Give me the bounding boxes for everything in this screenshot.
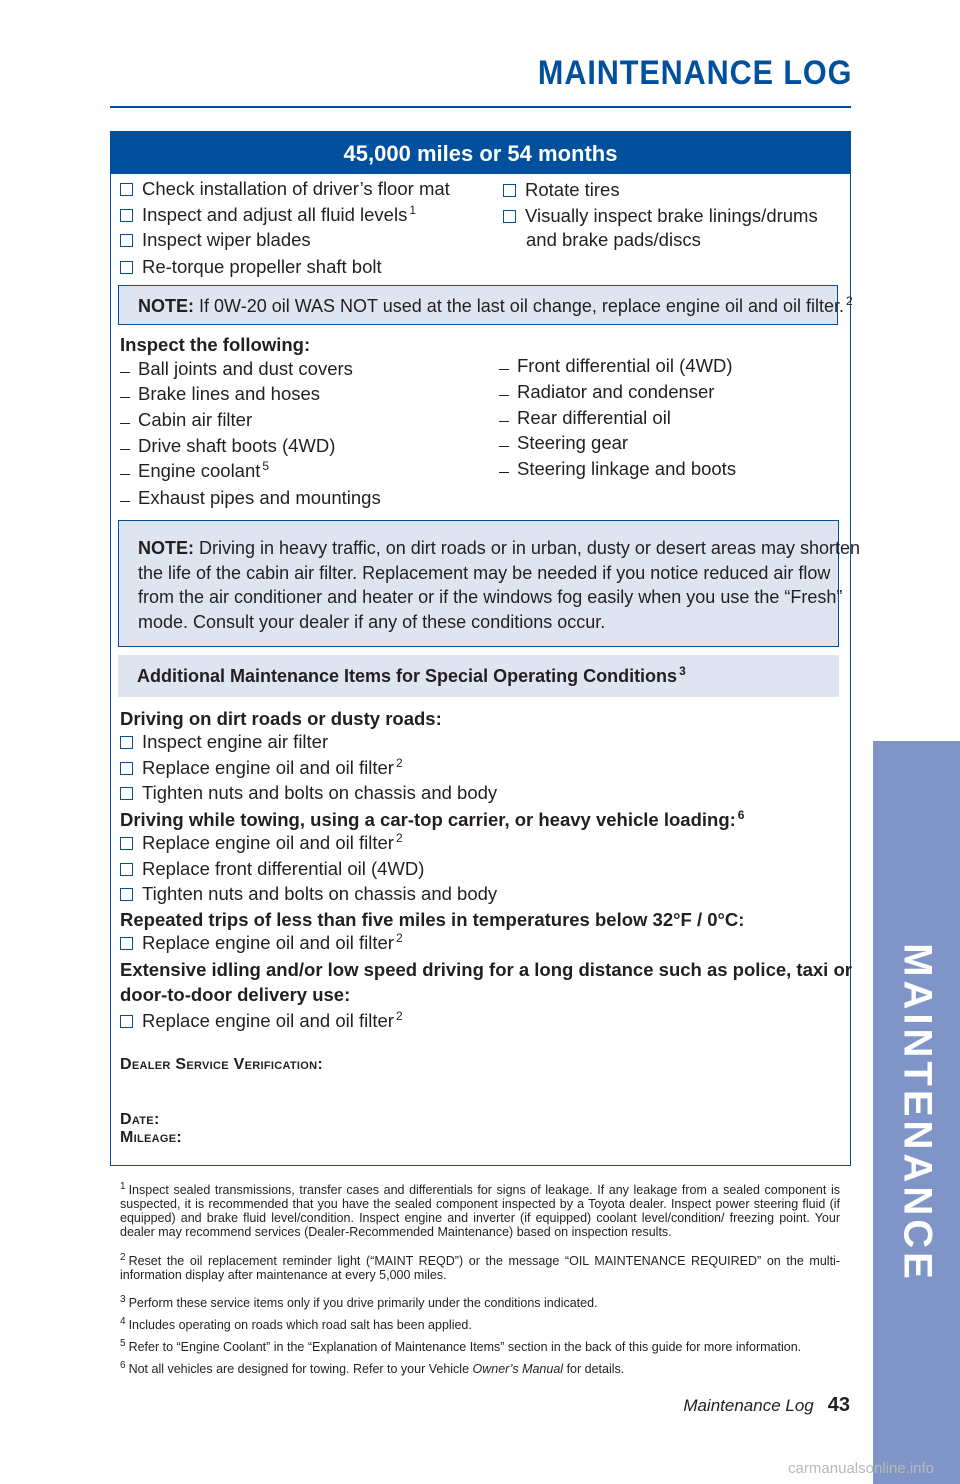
checklist-item[interactable]: Re-torque propeller shaft bolt — [120, 256, 382, 278]
footnote: $^5$ Refer to “Engine Coolant” in the “Explanation of Maintenance Items” section in the back of this guide for more information. — [120, 1338, 802, 1354]
checklist-item[interactable]: Check installation of driver’s floor mat — [120, 178, 450, 200]
checkbox[interactable] — [120, 888, 133, 901]
condition-heading: Repeated trips of less than five miles in temperatures below 32°F / 0°C: — [120, 909, 745, 930]
note-driving: NOTE: Driving in heavy traffic, on dirt roads or in urban, dusty or desert areas may shorten the life of the cabin air filter. Replacement may be needed if you notice reduced air flow from the air conditioner and heater or if the windows fog easily when you use the “Fresh” mode. Consult your dealer if any of these conditions occur. — [138, 538, 860, 632]
checkbox[interactable] — [120, 787, 133, 800]
condition-item[interactable]: Replace front differential oil (4WD) — [120, 858, 424, 880]
checkbox[interactable] — [120, 183, 133, 196]
inspect-item: Radiator and condenser — [499, 381, 714, 403]
title-rule — [110, 106, 851, 108]
checkbox[interactable] — [120, 234, 133, 247]
inspect-item: Rear differential oil — [499, 407, 671, 429]
condition-heading: Driving while towing, using a car-top carrier, or heavy vehicle loading: $^6$ — [120, 808, 745, 830]
footnote: $^4$ Includes operating on roads which road salt has been applied. — [120, 1316, 472, 1332]
inspect-item: Steering linkage and boots — [499, 458, 736, 480]
inspect-item: Ball joints and dust covers — [120, 358, 353, 380]
footnote: $^2$ Reset the oil replacement reminder light (“MAINT REQD”) or the message “OIL MAINTENANCE REQUIRED” on the multi-information display after maintenance at every 5,000 miles. — [120, 1252, 840, 1282]
interval-heading: 45,000 miles or 54 months — [111, 132, 850, 174]
condition-item[interactable]: Replace engine oil and oil filter $^2$ — [120, 757, 403, 779]
condition-heading-continued: door-to-door delivery use: — [120, 984, 351, 1005]
inspect-item: Steering gear — [499, 432, 628, 454]
checkbox[interactable] — [120, 736, 133, 749]
footer-section: Maintenance Log — [683, 1396, 814, 1415]
checkbox[interactable] — [120, 1015, 133, 1028]
footnote: $^3$ Perform these service items only if you drive primarily under the conditions indicated. — [120, 1294, 598, 1310]
inspect-item: Exhaust pipes and mountings — [120, 487, 381, 509]
checkbox[interactable] — [503, 210, 516, 223]
condition-item[interactable]: Inspect engine air filter — [120, 731, 328, 753]
inspect-item: Drive shaft boots (4WD) — [120, 435, 335, 457]
note-oil: NOTE: If 0W-20 oil WAS NOT used at the last oil change, replace engine oil and oil filter. $^2$ — [138, 294, 853, 316]
checklist-item[interactable]: Rotate tires — [503, 179, 620, 201]
condition-item[interactable]: Tighten nuts and bolts on chassis and body — [120, 883, 497, 905]
checkbox[interactable] — [120, 837, 133, 850]
page-number: 43 — [827, 1394, 850, 1416]
special-conditions-heading: Additional Maintenance Items for Special Operating Conditions $^3$ — [137, 664, 686, 686]
checklist-item[interactable]: Visually inspect brake linings/drums — [503, 205, 818, 227]
watermark: carmanualsonline.info — [788, 1460, 934, 1477]
inspect-item: Engine coolant $^5$ — [120, 460, 269, 482]
page-title: MAINTENANCE LOG — [537, 54, 852, 92]
condition-item[interactable]: Replace engine oil and oil filter $^2$ — [120, 1010, 403, 1032]
footnote: $^6$ Not all vehicles are designed for towing. Refer to your Vehicle Owner’s Manual for details. — [120, 1360, 625, 1376]
checklist-item[interactable]: Inspect wiper blades — [120, 229, 311, 251]
mileage-label: Mileage: — [120, 1129, 183, 1146]
condition-heading: Driving on dirt roads or dusty roads: — [120, 708, 442, 729]
checklist-item[interactable]: Inspect and adjust all fluid levels $^1$ — [120, 204, 416, 226]
condition-item[interactable]: Tighten nuts and bolts on chassis and body — [120, 782, 497, 804]
checkbox[interactable] — [120, 762, 133, 775]
inspect-heading: Inspect the following: — [120, 334, 311, 355]
condition-item[interactable]: Replace engine oil and oil filter $^2$ — [120, 932, 403, 954]
inspect-item: Front differential oil (4WD) — [499, 355, 733, 377]
page-footer — [683, 1394, 850, 1417]
checkbox[interactable] — [120, 261, 133, 274]
checkbox[interactable] — [503, 184, 516, 197]
inspect-item: Brake lines and hoses — [120, 383, 320, 405]
footnote: $^1$ Inspect sealed transmissions, transfer cases and differentials for signs of leakage. If any leakage from a sealed component is suspected, it is recommended that you have the sealed component inspected by a Toyota dealer. Inspect power steering fluid (if equipped) and brake fluid level/condition. Inspect engine and inverter (if equipped) coolant level/condition/ freezing point. Your dealer may recommend services (Dealer-Recommended Maintenance) based on inspection results. — [120, 1181, 840, 1239]
checklist-item-continued: and brake pads/discs — [526, 229, 701, 250]
inspect-item: Cabin air filter — [120, 409, 252, 431]
checkbox[interactable] — [120, 209, 133, 222]
checkbox[interactable] — [120, 937, 133, 950]
section-side-tab-label: MAINTENANCE — [895, 943, 939, 1283]
condition-item[interactable]: Replace engine oil and oil filter $^2$ — [120, 832, 403, 854]
condition-heading: Extensive idling and/or low speed driving for a long distance such as police, taxi or — [120, 959, 852, 980]
dealer-verification-label: Dealer Service Verification: — [120, 1056, 324, 1073]
date-label: Date: — [120, 1111, 160, 1128]
checkbox[interactable] — [120, 863, 133, 876]
